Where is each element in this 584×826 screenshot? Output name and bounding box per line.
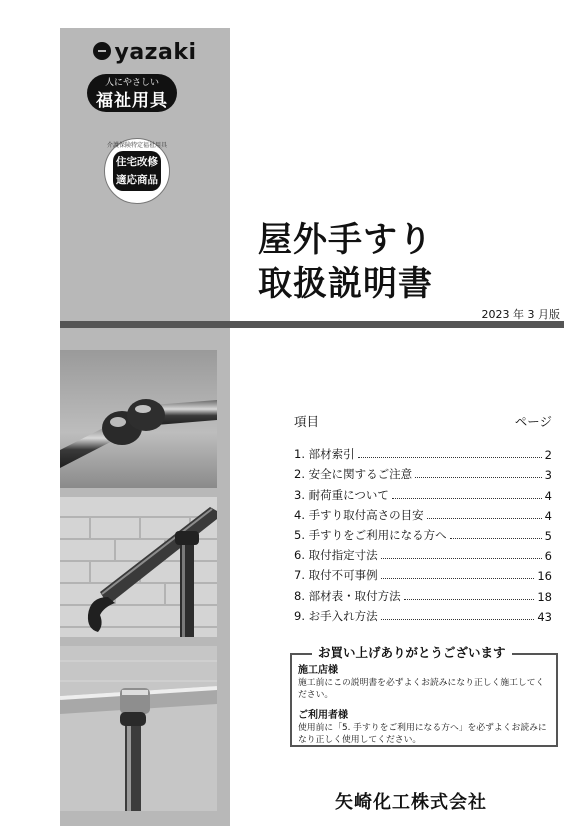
logo-text: yazaki bbox=[114, 40, 197, 65]
toc-entry-page: 3 bbox=[544, 468, 552, 483]
notice-title: お買い上げありがとうございます bbox=[312, 643, 512, 661]
toc-entry-page: 4 bbox=[544, 508, 552, 523]
toc-entry-label: 5. 手すりをご利用になる方へ bbox=[294, 527, 447, 542]
toc-entry-label: 2. 安全に関するご注意 bbox=[294, 467, 413, 482]
toc-entry-label: 6. 取付指定寸法 bbox=[294, 548, 378, 563]
toc-entry-page: 2 bbox=[544, 448, 552, 463]
installer-heading: 施工店様 bbox=[298, 665, 338, 676]
toc-leader-dots bbox=[381, 558, 542, 559]
seal-ring-text: 介護保険特定福祉用具 bbox=[106, 142, 167, 149]
toc-entry[interactable] bbox=[294, 462, 552, 482]
toc-entry[interactable] bbox=[294, 482, 552, 502]
title-line-2: 取扱説明書 bbox=[258, 264, 433, 304]
edition-date: 2023 年 3 月版 bbox=[481, 308, 560, 321]
toc-heading-page: ページ bbox=[514, 414, 552, 429]
toc-entry-page: 6 bbox=[544, 549, 552, 564]
welfare-badge-title: 福祉用具 bbox=[96, 91, 168, 111]
toc-leader-dots bbox=[381, 578, 535, 579]
toc-leader-dots bbox=[358, 457, 542, 458]
seal-line-1: 住宅改修 bbox=[116, 156, 158, 168]
photo-silver-railing bbox=[60, 646, 217, 811]
toc-entry[interactable] bbox=[294, 543, 552, 563]
railing-joint-illustration bbox=[60, 350, 217, 488]
toc-leader-dots bbox=[381, 619, 535, 620]
toc-entry-label: 1. 部材索引 bbox=[294, 447, 355, 462]
title-rule bbox=[60, 321, 564, 328]
toc-entry[interactable] bbox=[294, 563, 552, 583]
yazaki-logo bbox=[60, 40, 230, 65]
toc-leader-dots bbox=[427, 518, 542, 519]
toc-leader-dots bbox=[415, 477, 542, 478]
welfare-badge bbox=[87, 74, 177, 112]
toc-entry-label: 8. 部材表・取付方法 bbox=[294, 588, 401, 603]
toc-header bbox=[294, 412, 552, 430]
toc-entry-label: 9. お手入れ方法 bbox=[294, 608, 378, 623]
toc-entry[interactable] bbox=[294, 503, 552, 523]
title-line-1: 屋外手すり bbox=[258, 220, 433, 260]
photo-railing-joint bbox=[60, 350, 217, 488]
user-text: 使用前に「5. 手すりをご利用になる方へ」を必ずよくお読みになり正しく使用してください。 bbox=[298, 723, 547, 745]
home-renovation-seal bbox=[104, 138, 170, 204]
document-title bbox=[258, 218, 433, 306]
photo-railing-end-bracket bbox=[60, 497, 217, 637]
user-heading: ご利用者様 bbox=[298, 710, 348, 721]
toc-entry-page: 4 bbox=[544, 488, 552, 503]
notice-body bbox=[298, 665, 550, 746]
railing-end-illustration bbox=[60, 497, 217, 637]
welfare-badge-subtitle: 人にやさしい bbox=[104, 78, 159, 88]
toc-leader-dots bbox=[404, 599, 535, 600]
toc-entry-page: 5 bbox=[544, 528, 552, 543]
toc-entry[interactable] bbox=[294, 604, 552, 624]
toc-leader-dots bbox=[450, 538, 542, 539]
toc-entry-label: 3. 耐荷重について bbox=[294, 487, 389, 502]
seal-center bbox=[113, 151, 161, 191]
toc-entry-label: 4. 手すり取付高さの目安 bbox=[294, 507, 424, 522]
toc-entry-page: 43 bbox=[537, 609, 552, 624]
installer-text: 施工前にこの説明書を必ずよくお読みになり正しく施工してください。 bbox=[298, 678, 545, 700]
toc-entry-label: 7. 取付不可事例 bbox=[294, 568, 378, 583]
toc-heading-item: 項目 bbox=[294, 414, 320, 429]
table-of-contents bbox=[294, 412, 552, 624]
logo-mark-icon bbox=[93, 42, 111, 60]
toc-leader-dots bbox=[392, 498, 542, 499]
toc-entry[interactable] bbox=[294, 523, 552, 543]
toc-entry[interactable] bbox=[294, 583, 552, 603]
seal-line-2: 適応商品 bbox=[116, 174, 158, 186]
silver-railing-illustration bbox=[60, 646, 217, 811]
toc-entry[interactable] bbox=[294, 442, 552, 462]
company-name: 矢崎化工株式会社 bbox=[335, 792, 487, 813]
toc-entry-page: 18 bbox=[537, 589, 552, 604]
toc-entry-page: 16 bbox=[537, 569, 552, 584]
